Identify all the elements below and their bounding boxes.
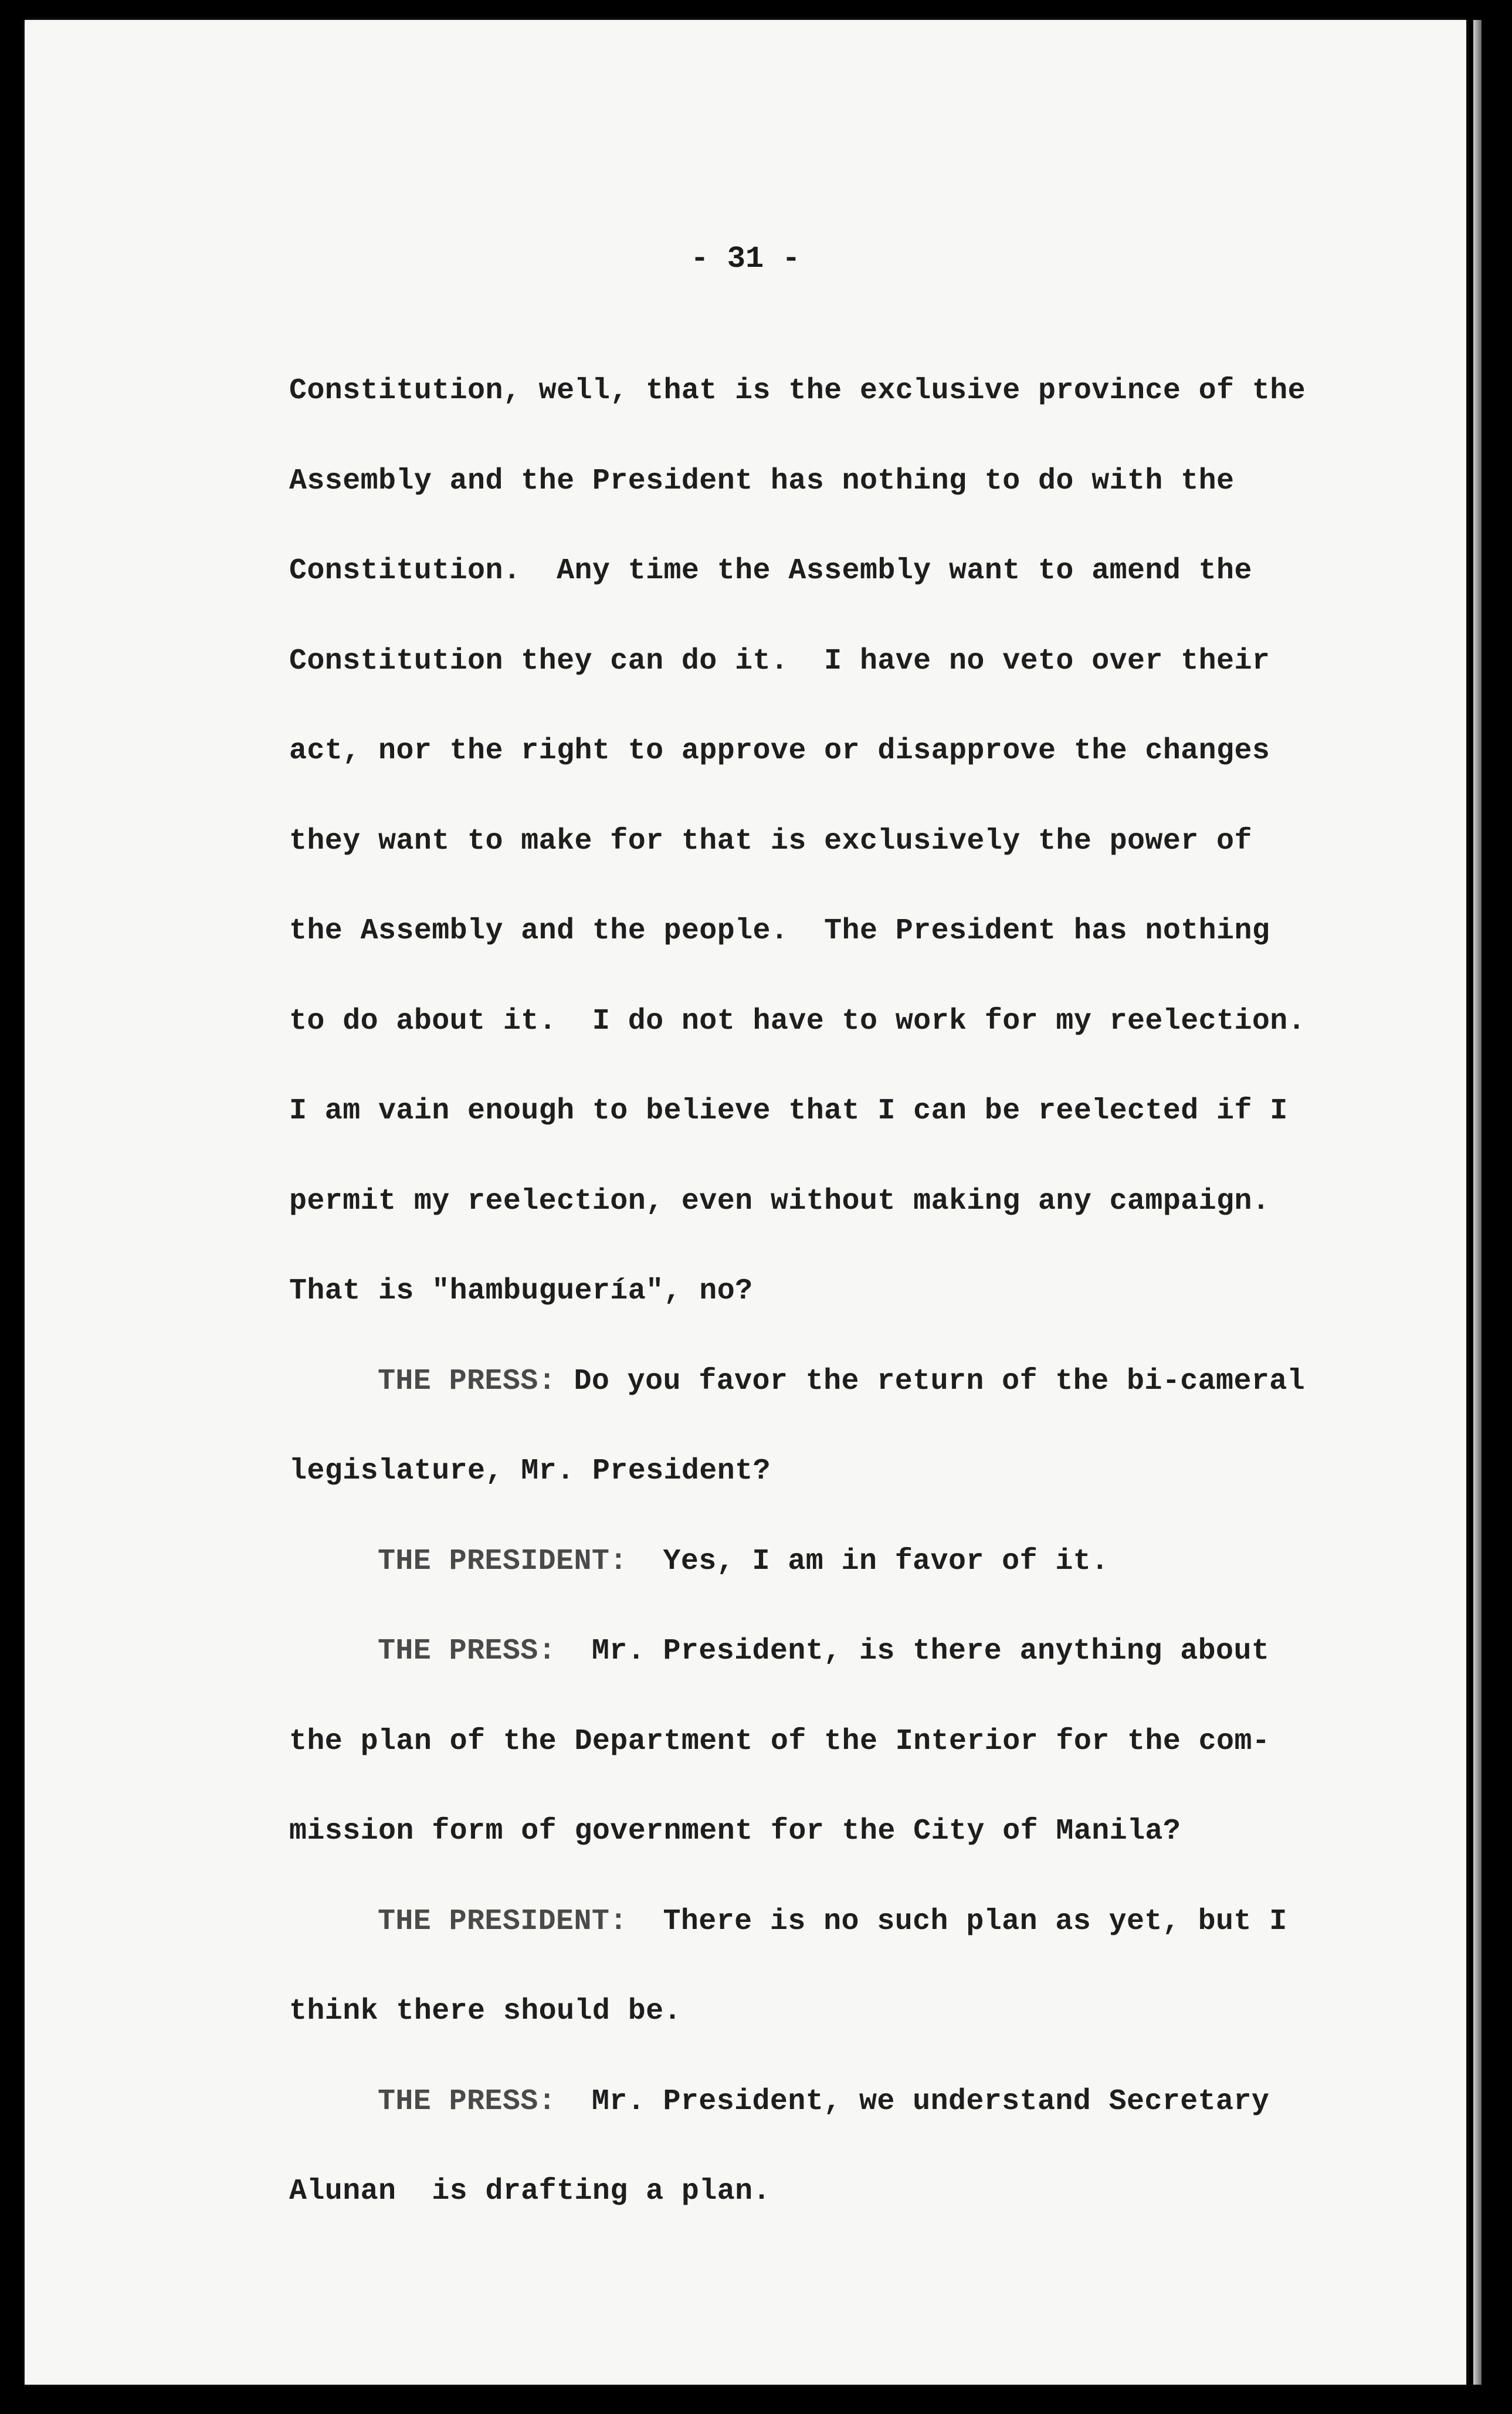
body-line: That is "hambuguería", no?: [289, 1274, 753, 1308]
page-number: - 31 -: [690, 242, 801, 276]
exchange-line: [289, 1517, 1345, 1607]
exchange-continuation: mission form of government for the City of Manila?: [289, 1815, 1181, 1848]
speaker-label: THE PRESIDENT:: [378, 1904, 628, 1938]
exchange-text: Mr. President, we understand Secretary: [591, 2084, 1270, 2118]
exchange-line: [289, 1337, 1345, 1427]
exchange-continuation: Alunan is drafting a plan.: [289, 2175, 771, 2208]
body-line: permit my reelection, even without making any campaign.: [289, 1184, 1270, 1218]
body-line: Constitution they can do it. I have no veto over their: [289, 644, 1270, 678]
body-line: Constitution, well, that is the exclusive province of the: [289, 374, 1306, 408]
body-line: Assembly and the President has nothing to do with the: [289, 464, 1235, 498]
exchange-continuation: think there should be.: [289, 1995, 682, 2028]
exchange-text: Mr. President, is there anything about: [591, 1635, 1270, 1668]
body-line: they want to make for that is exclusively the power of: [289, 824, 1252, 858]
body-line: I am vain enough to believe that I can be reelected if I: [289, 1094, 1288, 1128]
exchange-text: Do you favor the return of the bi-cameral: [574, 1364, 1306, 1398]
exchange-text: Yes, I am in favor of it.: [663, 1544, 1109, 1578]
exchange-text: There is no such plan as yet, but I: [663, 1904, 1287, 1938]
body-line: Constitution. Any time the Assembly want to amend the: [289, 554, 1252, 588]
body-line: the Assembly and the people. The President has nothing: [289, 914, 1270, 948]
page-edge-shadow: [1473, 20, 1482, 2385]
speaker-label: THE PRESS:: [378, 2084, 557, 2118]
exchange-line: [289, 1606, 1345, 1697]
speaker-label: THE PRESS:: [378, 1635, 557, 1668]
exchange-continuation: legislature, Mr. President?: [289, 1454, 771, 1488]
exchange-line: [289, 2057, 1345, 2147]
exchange-line: [289, 1877, 1345, 1967]
exchange-continuation: the plan of the Department of the Interior for the com-: [289, 1724, 1270, 1758]
transcript-text: [289, 346, 1345, 2237]
body-line: act, nor the right to approve or disapprove the changes: [289, 734, 1270, 768]
document-page: [25, 20, 1466, 2385]
speaker-label: THE PRESS:: [378, 1364, 557, 1398]
body-line: to do about it. I do not have to work for my reelection.: [289, 1004, 1306, 1038]
speaker-label: THE PRESIDENT:: [378, 1544, 628, 1578]
